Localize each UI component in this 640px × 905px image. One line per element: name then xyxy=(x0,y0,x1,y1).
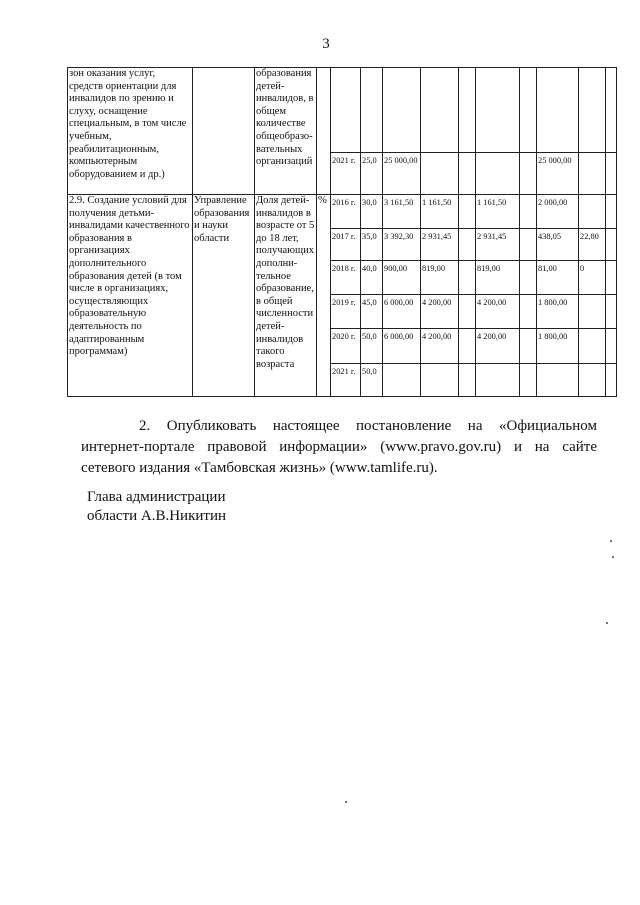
page-number: 3 xyxy=(322,36,330,52)
scan-speck xyxy=(612,556,614,558)
funding-cell: 2 000,00 xyxy=(537,195,579,229)
total-cell: 3 392,30 xyxy=(383,229,421,261)
funding-cell: 1 161,50 xyxy=(476,195,520,229)
target-cell: 50,0 xyxy=(361,364,383,397)
unit-cell xyxy=(317,68,331,195)
funding-cell xyxy=(579,295,606,329)
paragraph-line: 2. Опубликовать настоящее постановление на «Официальном xyxy=(139,418,597,434)
funding-cell xyxy=(579,364,606,397)
indicator-cell: Доля детей-инвалидов в возрасте от 5 до 18 лет, получающих дополни-тельное образование, в общей численности детей-инвалидов такого возраста xyxy=(255,195,317,397)
scan-speck xyxy=(345,801,347,803)
table-row xyxy=(68,68,617,153)
year-cell: 2018 г. xyxy=(331,261,361,295)
year-cell: 2016 г. xyxy=(331,195,361,229)
funding-cell: 4 200,00 xyxy=(476,295,520,329)
funding-cell xyxy=(476,364,520,397)
funding-cell: 4 200,00 xyxy=(421,295,459,329)
year-cell: 2017 г. xyxy=(331,229,361,261)
target-cell: 40,0 xyxy=(361,261,383,295)
funding-cell xyxy=(579,153,606,195)
year-cell: 2019 г. xyxy=(331,295,361,329)
year-cell: 2021 г. xyxy=(331,153,361,195)
target-cell: 25,0 xyxy=(361,153,383,195)
measure-name-cell: 2.9. Создание условий для получения детьми-инвалидами качественного образования в организациях дополнительного образования детей (в том числе в организациях, осуществляющих образовательную деятельность по адаптированным программам) xyxy=(68,195,193,397)
funding-cell xyxy=(421,153,459,195)
total-cell: 900,00 xyxy=(383,261,421,295)
executor-cell xyxy=(193,68,255,195)
year-cell: 2021 г. xyxy=(331,364,361,397)
funding-cell: 1 800,00 xyxy=(537,329,579,364)
funding-cell: 25 000,00 xyxy=(537,153,579,195)
unit-cell: % xyxy=(317,195,331,397)
signature-title: Глава администрации xyxy=(87,489,226,505)
funding-cell: 22,80 xyxy=(579,229,606,261)
target-cell: 45,0 xyxy=(361,295,383,329)
funding-cell: 2 931,45 xyxy=(476,229,520,261)
funding-cell: 819,00 xyxy=(476,261,520,295)
total-cell: 6 000,00 xyxy=(383,329,421,364)
funding-cell xyxy=(537,364,579,397)
funding-cell: 4 200,00 xyxy=(421,329,459,364)
target-cell: 50,0 xyxy=(361,329,383,364)
signature-block xyxy=(87,488,226,526)
funding-cell: 4 200,00 xyxy=(476,329,520,364)
paragraph-line: сетевого издания «Тамбовская жизнь» (www.tamlife.ru). xyxy=(81,460,438,476)
funding-cell xyxy=(579,195,606,229)
funding-cell: 1 161,50 xyxy=(421,195,459,229)
funding-cell: 0 xyxy=(579,261,606,295)
funding-cell xyxy=(579,329,606,364)
measure-name-cell: зон оказания услуг, средств ориентации для инвалидов по зрению и слуху, оснащение специальным, в том числе учебным, реабилитационным, компьютерным оборудованием и др.) xyxy=(68,68,193,195)
scan-speck xyxy=(610,540,612,542)
total-cell: 6 000,00 xyxy=(383,295,421,329)
program-table xyxy=(67,67,617,397)
table-row xyxy=(68,195,617,229)
funding-cell: 438,05 xyxy=(537,229,579,261)
publication-paragraph xyxy=(81,416,597,479)
signature-name: области А.В.Никитин xyxy=(87,508,227,524)
paragraph-line: интернет-портале правовой информации» (www.pravo.gov.ru) и на сайте xyxy=(81,439,597,455)
funding-cell: 819,00 xyxy=(421,261,459,295)
target-cell: 35,0 xyxy=(361,229,383,261)
target-cell: 30,0 xyxy=(361,195,383,229)
scan-speck xyxy=(606,622,608,624)
total-cell: 3 161,50 xyxy=(383,195,421,229)
executor-cell: Управление образования и науки области xyxy=(193,195,255,397)
funding-cell: 1 800,00 xyxy=(537,295,579,329)
total-cell: 25 000,00 xyxy=(383,153,421,195)
indicator-cell: образования детей-инвалидов, в общем количестве общеобразо-вательных организаций xyxy=(255,68,317,195)
funding-cell: 2 931,45 xyxy=(421,229,459,261)
year-cell: 2020 г. xyxy=(331,329,361,364)
funding-cell xyxy=(476,153,520,195)
total-cell xyxy=(383,364,421,397)
funding-cell: 81,00 xyxy=(537,261,579,295)
funding-cell xyxy=(421,364,459,397)
